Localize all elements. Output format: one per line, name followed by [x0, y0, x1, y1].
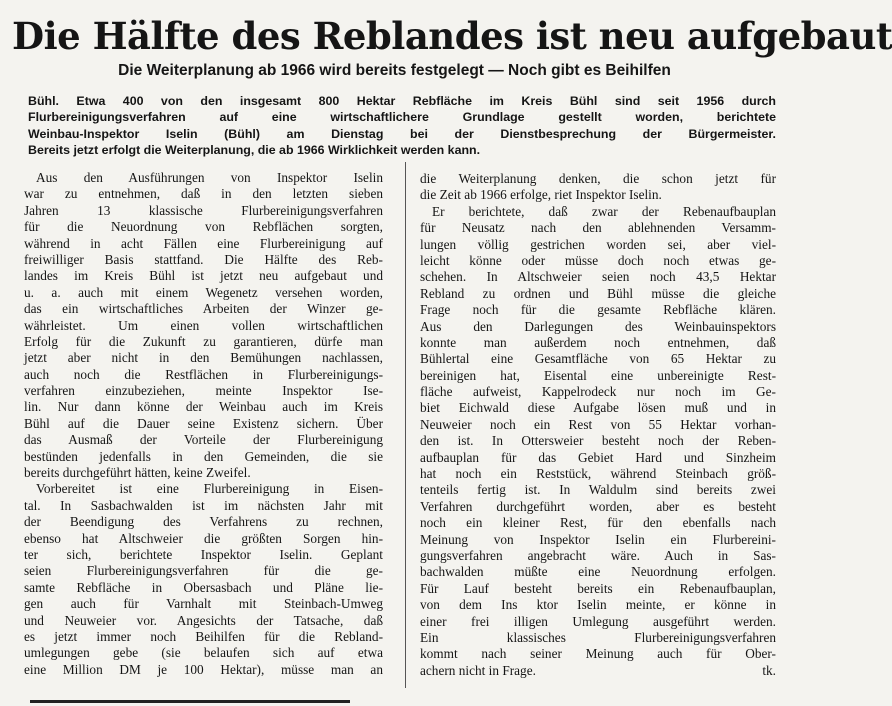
body-line: Er berichtete, daß zwar der Rebenaufbauplan [432, 203, 776, 219]
body-line: währleistet. Um einen vollen wirtschaftlichen [24, 317, 383, 333]
body-line: kommt nach seiner Meinung auch für Ober- [420, 646, 776, 662]
body-line: Aus den Ausführungen von Inspektor Iselin [36, 170, 383, 185]
body-line: u. a. auch mit einem Wegenetz versehen worden, [24, 284, 383, 300]
body-line: freiwilliger Basis stattfand. Die Hälfte des Reb- [24, 251, 383, 267]
lead-line: Weinbau-Inspektor Iselin (Bühl) am Dienstag bei der Dienstbesprechung der Bürgermeister. [28, 126, 776, 141]
body-line: für Neusatz nach den ablehnenden Versamm- [420, 220, 776, 236]
lead-paragraph [28, 93, 776, 158]
body-line: bachwalden müßte eine Neuordnung erfolgen. [420, 564, 776, 580]
body-line: gen auch für Varnhalt mit Steinbach-Umweg [24, 596, 383, 612]
body-line: bereits durchgeführt hätten, keine Zweifel. [24, 465, 251, 481]
body-line: der Beendigung des Verfahrens zu rechnen, [24, 514, 383, 530]
column-divider [405, 162, 406, 688]
author-signature: tk. [762, 662, 776, 678]
body-line: umlegungen gebe (sie belaufen sich auf etwa [24, 645, 383, 661]
body-line-final [420, 663, 776, 679]
body-line: eine Million DM je 100 Hektar), müsse man an [24, 661, 383, 677]
body-line: Meinung von Inspektor Iselin ein Flurbereini- [420, 531, 776, 547]
body-line: einer frei illigen Umlegung ausgeführt werden. [420, 613, 776, 629]
body-line: hat noch ein Reststück, während Steinbach größ- [420, 466, 776, 482]
body-line: auch noch die Restflächen in Flurbereinigungs- [24, 366, 383, 382]
body-line: Vorbereitet ist eine Flurbereinigung in Eisen- [36, 481, 383, 497]
body-line: während in acht Fällen eine Flurbereinigung auf [24, 235, 383, 251]
body-line: Jahren 13 klassische Flurbereinigungsverfahren [24, 202, 383, 218]
lead-line: Bereits jetzt erfolgt die Weiterplanung, die ab 1966 Wirklichkeit werden kann. [28, 142, 481, 157]
body-line: Aus den Darlegungen des Weinbauinspektors [420, 318, 776, 334]
right-column [420, 171, 776, 679]
body-line: schehen. In Altschweier seien noch 43,5 Hektar [420, 269, 776, 285]
body-line: Bühlertal eine Gesamtfläche von 65 Hektar zu [420, 351, 776, 367]
body-line: bereinigen hat, Eisental eine unbereinigte Rest- [420, 367, 776, 383]
body-line: tenteils fertig ist. In Waldulm sind bereits zwei [420, 482, 776, 498]
body-line: aufbauplan für das Gebiet Hard und Sinzheim [420, 449, 776, 465]
subheadline: Die Weiterplanung ab 1966 wird bereits festgelegt — Noch gibt es Beihilfen [118, 62, 671, 79]
body-line: Frage noch für die gesamte Rebfläche klären. [420, 302, 776, 318]
bottom-rule [30, 700, 350, 703]
body-line: die Zeit ab 1966 erfolge, riet Inspektor Iselin. [420, 187, 662, 203]
body-line-text: achern nicht in Frage. [420, 662, 536, 678]
body-line: tal. In Sasbachwalden ist im nächsten Jahr mit [24, 497, 383, 513]
body-line: lin. Nur dann könne der Weinbau auch im Kreis [24, 399, 383, 415]
body-line: für die Neuordnung von Rebflächen sorgten, [24, 219, 383, 235]
body-line: Bühl auf die Dauer seine Existenz sichern. Über [24, 415, 383, 431]
body-line: das ein wirtschaftliches Arbeiten der Winzer ge- [24, 301, 383, 317]
body-line: biet Eichwald diese Aufgabe lösen muß und in [420, 400, 776, 416]
body-line: Ein klassisches Flurbereinigungsverfahren [420, 629, 776, 645]
body-line: Erfolg für die Zukunft zu garantieren, dürfe man [24, 333, 383, 349]
body-line: Verfahren durchgeführt worden, aber es besteht [420, 498, 776, 514]
body-line: konnte man außerdem noch entnehmen, daß [420, 334, 776, 350]
body-line: ebenso hat Altschweier die größten Sorgen hin- [24, 530, 383, 546]
body-line: war zu entnehmen, daß in den letzten sieben [24, 186, 383, 202]
lead-line: Flurbereinigungsverfahren auf eine wirtschaftlichere Grundlage gestellt worden, berichtete [28, 110, 776, 125]
body-line: gungsverfahren angebracht wäre. Auch in Sas- [420, 547, 776, 563]
body-line: lungen völlig gestrichen worden sei, aber viel- [420, 236, 776, 252]
body-line: landes im Kreis Bühl ist jetzt neu aufgebaut und [24, 268, 383, 284]
body-line: seien Flurbereinigungsverfahren für die ge- [24, 563, 383, 579]
body-line: noch ein kleiner Rest, für den ebenfalls nach [420, 515, 776, 531]
body-line: fläche aufweist, Kappelrodeck nur noch im Ge- [420, 384, 776, 400]
body-line: verfahren einzubeziehen, meinte Inspektor Ise- [24, 383, 383, 399]
body-line: von dem Ins ktor Iselin meinte, er könne in [420, 597, 776, 613]
body-line: bestünden jedenfalls in den Gemeinden, die sie [24, 448, 383, 464]
headline: Die Hälfte des Reblandes ist neu aufgebaut [12, 14, 892, 58]
body-line: jetzt aber nicht in den Bemühungen nachlassen, [24, 350, 383, 366]
lead-line: Bühl. Etwa 400 von den insgesamt 800 Hektar Rebfläche im Kreis Bühl sind seit 1956 durch [28, 94, 776, 108]
left-column [24, 170, 383, 678]
body-line: Für Lauf besteht bereits ein Rebenaufbauplan, [420, 580, 776, 596]
body-line: leicht könne oder müsse doch noch etwas ge- [420, 252, 776, 268]
body-line: ter sich, berichtete Inspektor Iselin. Geplant [24, 546, 383, 562]
body-line: Rebland zu ordnen und Bühl müsse die gleiche [420, 285, 776, 301]
body-line: Neuweier noch ein Rest von 55 Hektar vorhan- [420, 416, 776, 432]
body-line: und Neuweier vor. Angesichts der Tatsache, daß [24, 612, 383, 628]
body-line: die Weiterplanung denken, die schon jetzt für [420, 171, 776, 186]
body-line: das Ausmaß der Vorteile der Flurbereinigung [24, 432, 383, 448]
body-line: es jetzt immer noch Beihilfen für die Rebland- [24, 628, 383, 644]
body-line: den ist. In Ottersweier besteht noch der Reben- [420, 433, 776, 449]
body-line: samte Rebfläche in Obersasbach und Pläne lie- [24, 579, 383, 595]
